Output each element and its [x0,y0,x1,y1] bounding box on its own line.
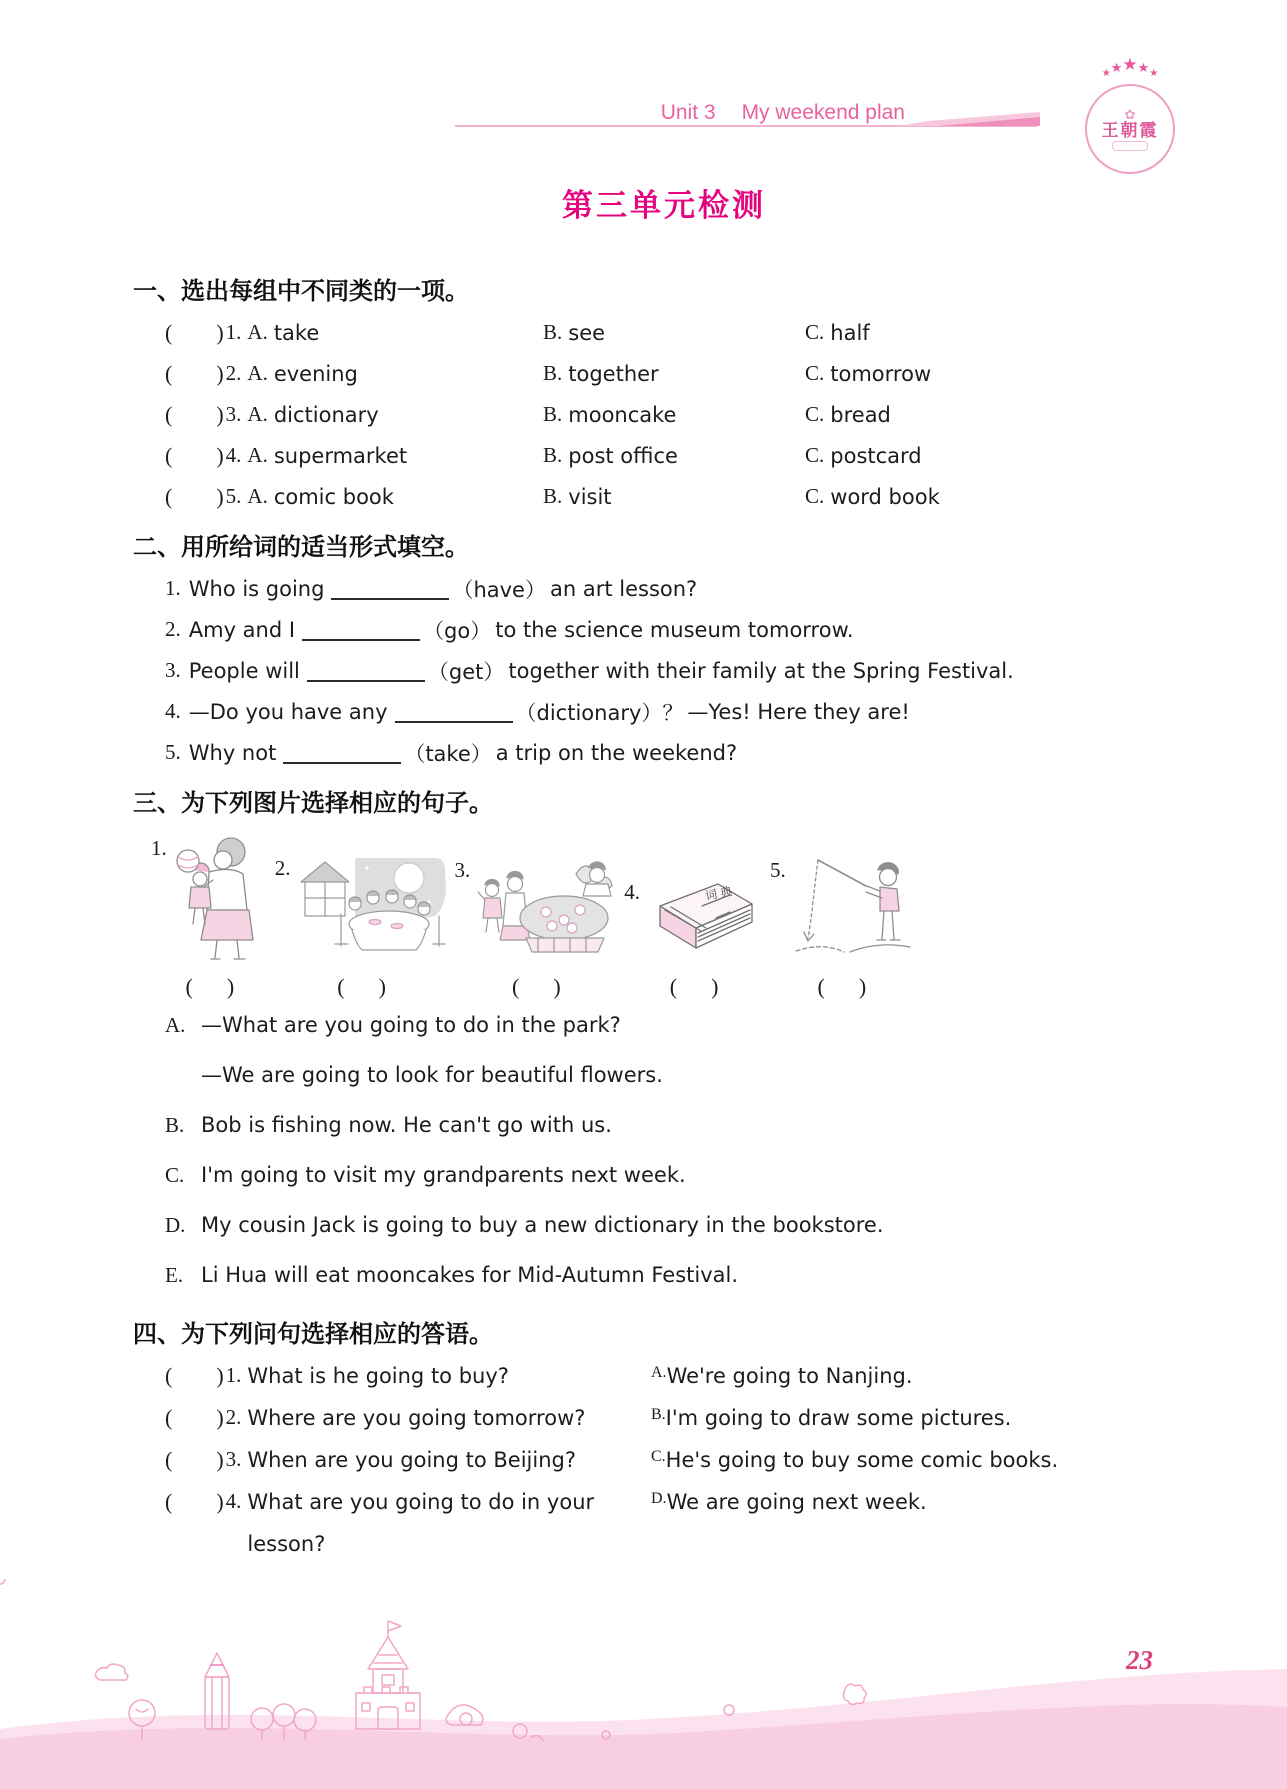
picture-item-3: 3. ( ) [455,854,619,1004]
picture-item-5: 5. ( ) [770,854,914,1004]
stamp-name: 王朝霞 [1101,120,1159,140]
answer-blank [331,578,449,600]
qa-row: ( ) 3. When are you going to Beijing? C. He's going to buy some comic books. [165,1447,1059,1472]
fill-item: 2. Amy and I （go） to the science museum tomorrow. [165,617,854,643]
choice-row: ( ) 1. A. take B. see C. half [165,319,870,345]
footer-wave-decoration [0,1579,1287,1789]
sentence-option: E. Li Hua will eat mooncakes for Mid-Autumn Festival. [165,1263,739,1287]
stamp-subtext: ········ [1112,141,1149,151]
answer-paren: ( ) [512,974,561,999]
dictionary-cover-label: 词 典 [703,883,734,903]
picture-row [133,832,1195,1004]
unit-title: My weekend plan [741,101,905,124]
picture-boy-fishing [792,854,914,962]
choice-row: ( ) 4. A. supermarket B. post office C. postcard [165,442,922,468]
answer-paren: ( ) [165,442,224,468]
sentence-option: B. Bob is fishing now. He can't go with us. [165,1113,612,1137]
section2-heading: 二、用所给词的适当形式填空。 [133,534,469,561]
fill-item: 3. People will （get） together with their family at the Spring Festival. [165,658,1014,684]
sentence-option: —We are going to look for beautiful flowers. [201,1063,663,1087]
stamp-circle [1085,84,1175,174]
answer-paren: ( ) [165,1489,224,1514]
answer-paren: ( ) [817,974,867,999]
choice-row: ( ) 5. A. comic book B. visit C. word book [165,483,940,509]
answer-paren: ( ) [165,401,224,427]
sentence-option: C. I'm going to visit my grandparents next week. [165,1163,686,1187]
section1-heading: 一、选出每组中不同类的一项。 [133,278,469,305]
answer-paren: ( ) [185,974,235,999]
qa-row: ( ) 4. What are you going to do in your lesson? D. We are going next week. [165,1489,927,1556]
picture-item-1: 1. ( ) [151,832,269,1004]
unit-number: Unit 3 [660,101,716,124]
answer-blank [395,701,513,723]
answer-paren: ( ) [165,360,224,386]
stamp-stars-icon: ★★★★★ [1101,55,1159,79]
choice-row: ( ) 2. A. evening B. together C. tomorrow [165,360,932,386]
picture-item-2: 2. ( ) [275,852,449,1004]
picture-family-dinner-moon [297,852,449,962]
sentence-option: A. —What are you going to do in the park? [165,1013,621,1037]
answer-paren: ( ) [165,1405,224,1430]
answer-paren: ( ) [165,1447,224,1472]
publisher-stamp [1068,55,1192,174]
answer-blank [307,660,425,682]
section3-heading: 三、为下列图片选择相应的句子。 [133,790,493,817]
fill-item: 4. —Do you have any （dictionary）？ —Yes! Here they are! [165,699,910,725]
qa-row: ( ) 1. What is he going to buy? A. We're going to Nanjing. [165,1363,913,1388]
answer-paren: ( ) [165,319,224,345]
picture-item-4: 4. 词 典 ( ) [624,876,764,1004]
fill-item: 5. Why not （take） a trip on the weekend? [165,740,738,766]
answer-blank [283,742,401,764]
picture-children-flower-bed [476,854,618,962]
answer-paren: ( ) [337,974,386,999]
lotus-icon: ✿ [1124,106,1136,122]
answer-blank [302,619,420,641]
section4-heading: 四、为下列问句选择相应的答语。 [133,1321,493,1348]
page-number: 23 [1126,1645,1153,1675]
answer-paren: ( ) [669,974,719,999]
qa-row: ( ) 2. Where are you going tomorrow? B. I'm going to draw some pictures. [165,1405,1012,1430]
choice-row: ( ) 3. A. dictionary B. mooncake C. bread [165,401,891,427]
fill-item: 1. Who is going （have） an art lesson? [165,576,698,602]
answer-paren: ( ) [165,1363,224,1388]
answer-paren: ( ) [165,483,224,509]
page-title: 第三单元检测 [562,188,766,223]
unit-header [661,101,905,125]
header-swoosh-decoration [898,109,1040,126]
picture-visiting-grandparents [173,832,269,962]
picture-dictionary-book [646,876,764,962]
sentence-option: D. My cousin Jack is going to buy a new dictionary in the bookstore. [165,1213,884,1237]
